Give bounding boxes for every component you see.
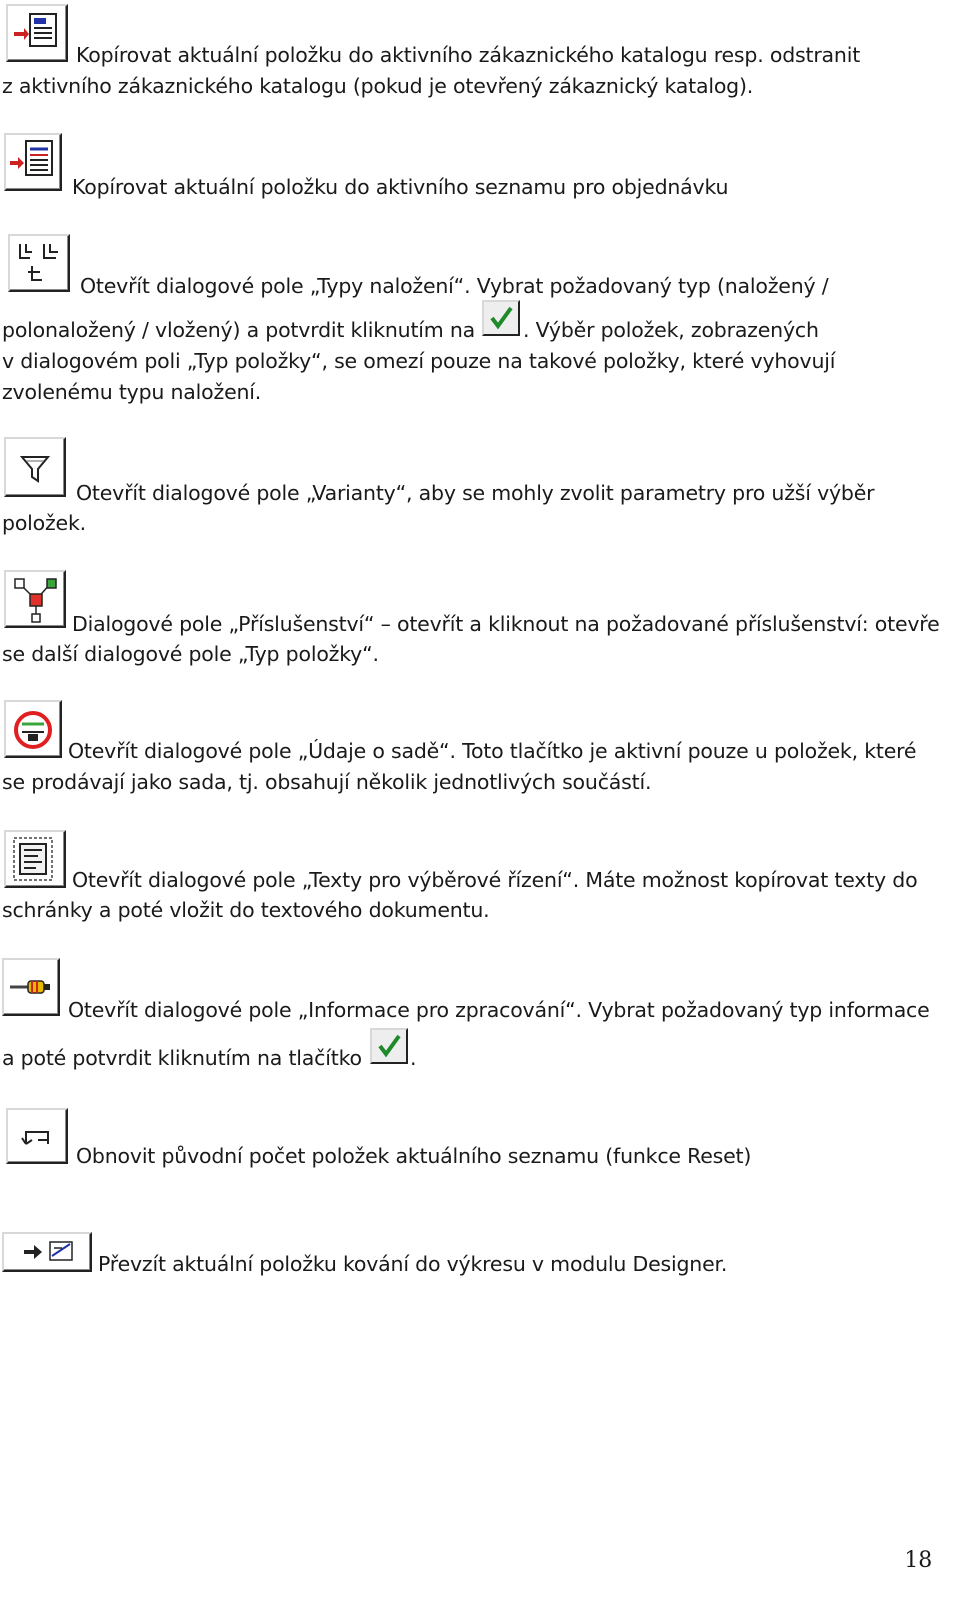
entry-set-data — [0, 700, 958, 810]
text-line: polonaložený / vložený) a potvrdit kliknutím na — [2, 318, 476, 342]
entry-variants — [0, 437, 958, 547]
text-line: položek. — [2, 511, 86, 535]
text-line: Dialogové pole „Příslušenství“ – otevřít a kliknout na požadované příslušenství: otevře — [72, 612, 940, 636]
entry-accessories — [0, 570, 958, 680]
text-line: Otevřít dialogové pole „Údaje o sadě“. Toto tlačítko je aktivní pouze u položek, které — [68, 739, 917, 763]
transfer-to-designer-icon[interactable] — [2, 1232, 92, 1272]
text-line: Otevřít dialogové pole „Varianty“, aby se mohly zvolit parametry pro užší výběr — [76, 481, 875, 505]
copy-to-order-list-icon[interactable] — [4, 133, 62, 191]
entry-processing-info — [0, 958, 958, 1078]
text-line: z aktivního zákaznického katalogu (pokud je otevřený zákaznický katalog). — [2, 74, 754, 98]
ok-button-inline[interactable] — [370, 1028, 408, 1064]
text-line: Otevřít dialogové pole „Typy naložení“. Vybrat požadovaný typ (naložený / — [80, 274, 829, 298]
filter-icon[interactable] — [4, 437, 66, 497]
text-line: Převzít aktuální položku kování do výkresu v modulu Designer. — [98, 1252, 728, 1276]
entry-copy-to-order-list — [0, 133, 958, 213]
entry-reset — [0, 1108, 958, 1178]
entry-copy-to-catalog — [0, 4, 958, 104]
mounting-type-icon[interactable] — [8, 234, 70, 292]
copy-to-catalog-icon[interactable] — [6, 4, 68, 62]
processing-info-icon[interactable] — [2, 958, 60, 1016]
text-line: se prodávají jako sada, tj. obsahují několik jednotlivých součástí. — [2, 770, 652, 794]
text-line: . Výběr položek, zobrazených — [523, 318, 819, 342]
text-line: Kopírovat aktuální položku do aktivního zákaznického katalogu resp. odstranit — [76, 43, 861, 67]
text-line: Otevřít dialogové pole „Texty pro výběrové řízení“. Máte možnost kopírovat texty do — [72, 868, 918, 892]
text-line: Obnovit původní počet položek aktuálního seznamu (funkce Reset) — [76, 1144, 752, 1168]
text-line: schránky a poté vložit do textového dokumentu. — [2, 898, 490, 922]
set-data-icon[interactable] — [4, 700, 62, 758]
entry-tender-texts — [0, 830, 958, 940]
entry-transfer-to-designer — [0, 1232, 958, 1292]
text-line: Otevřít dialogové pole „Informace pro zpracování“. Vybrat požadovaný typ informace — [68, 998, 930, 1022]
entry-mounting-type — [0, 232, 958, 412]
reset-icon[interactable] — [6, 1108, 68, 1164]
text-line: se další dialogové pole „Typ položky“. — [2, 642, 379, 666]
text-line: v dialogovém poli „Typ položky“, se omezí pouze na takové položky, které vyhovují — [2, 349, 836, 373]
text-line: . — [410, 1046, 417, 1070]
ok-button-inline[interactable] — [482, 300, 520, 336]
text-line: Kopírovat aktuální položku do aktivního seznamu pro objednávku — [72, 175, 729, 199]
page-number: 18 — [904, 1548, 932, 1573]
text-line: zvolenému typu naložení. — [2, 380, 262, 404]
accessories-icon[interactable] — [4, 570, 66, 628]
text-line: a poté potvrdit kliknutím na tlačítko — [2, 1046, 362, 1070]
tender-texts-icon[interactable] — [4, 830, 66, 888]
